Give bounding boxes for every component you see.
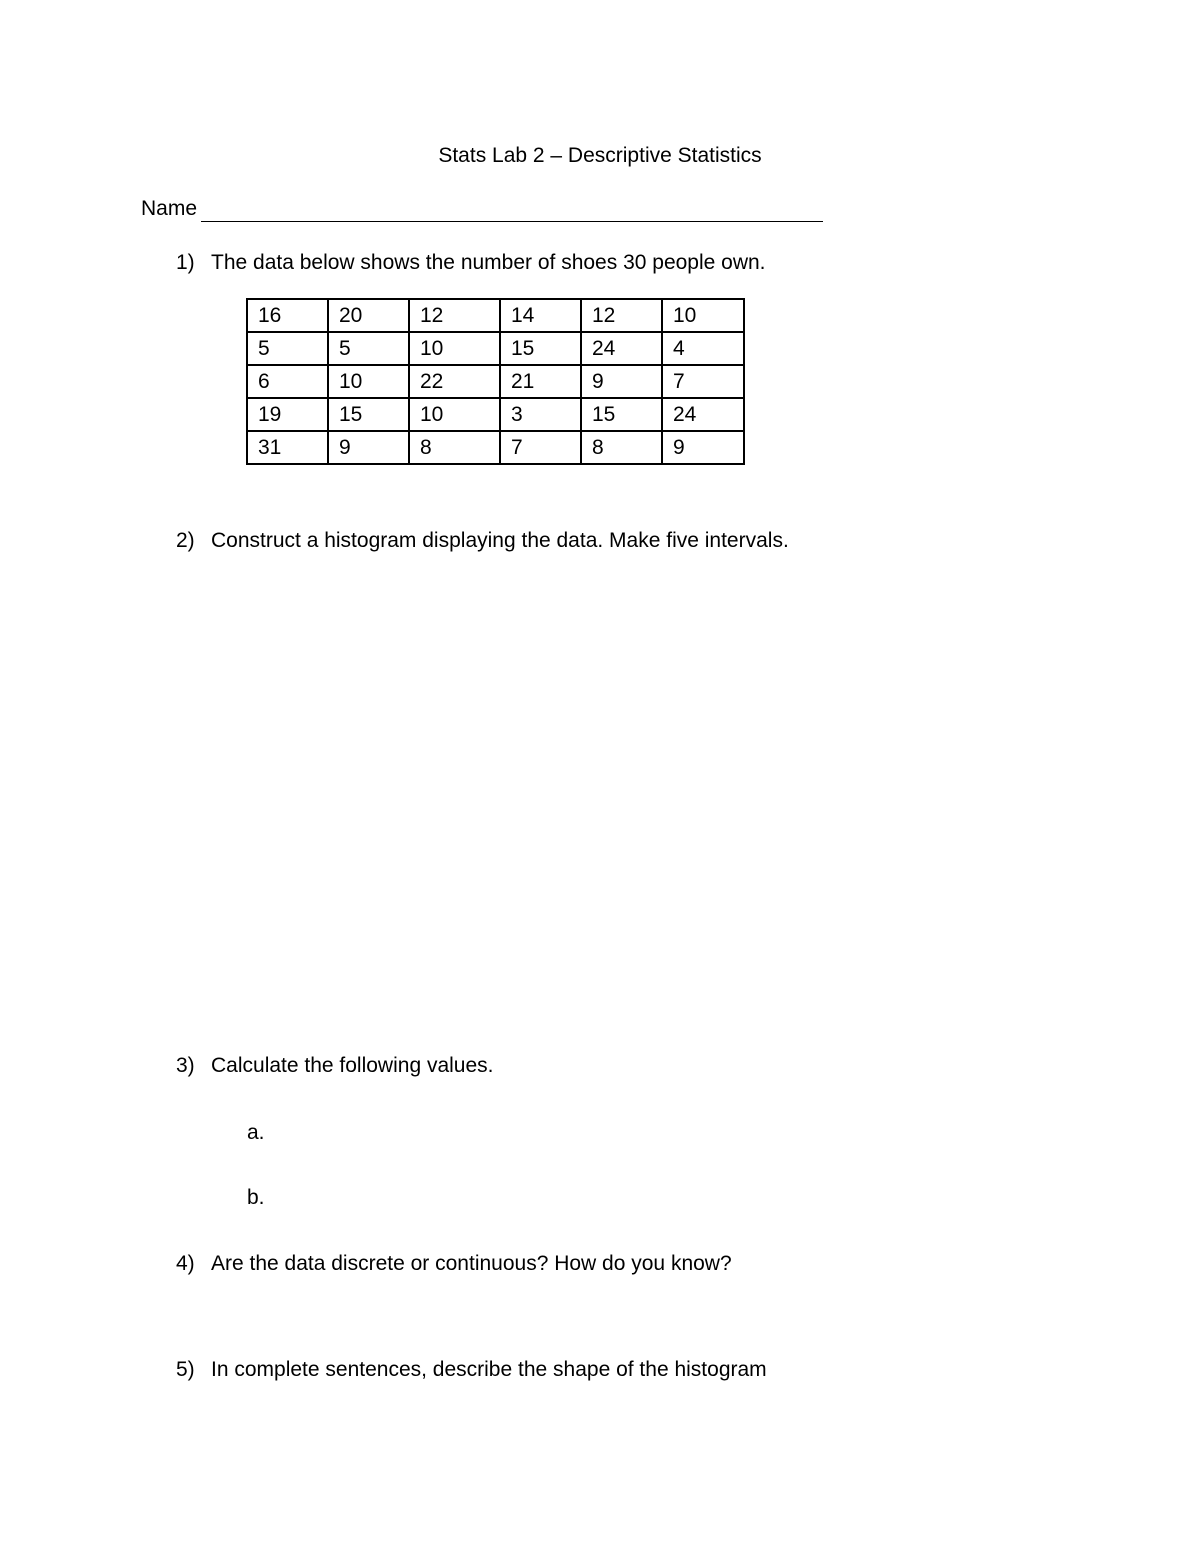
question-4 <box>176 1251 732 1277</box>
table-cell: 19 <box>247 398 328 431</box>
table-cell: 7 <box>500 431 581 464</box>
table-row <box>247 365 744 398</box>
table-row <box>247 299 744 332</box>
table-cell: 5 <box>328 332 409 365</box>
page-title: Stats Lab 2 – Descriptive Statistics <box>438 144 762 167</box>
table-cell: 12 <box>581 299 662 332</box>
question-3 <box>176 1053 494 1079</box>
table-cell: 5 <box>247 332 328 365</box>
table-cell: 24 <box>662 398 744 431</box>
table-cell: 12 <box>409 299 500 332</box>
table-cell: 8 <box>581 431 662 464</box>
table-cell: 14 <box>500 299 581 332</box>
question-number: 1) <box>176 251 195 274</box>
question-text: Are the data discrete or continuous? How do you know? <box>211 1252 732 1275</box>
table-cell: 15 <box>328 398 409 431</box>
question-text: Construct a histogram displaying the data. Make five intervals. <box>211 529 789 552</box>
question-number: 2) <box>176 529 195 552</box>
table-row <box>247 398 744 431</box>
table-cell: 15 <box>500 332 581 365</box>
name-field-row <box>141 196 823 222</box>
question-5 <box>176 1357 767 1383</box>
table-cell: 10 <box>662 299 744 332</box>
question-number: 5) <box>176 1358 195 1381</box>
table-cell: 24 <box>581 332 662 365</box>
table-cell: 6 <box>247 365 328 398</box>
table-cell: 8 <box>409 431 500 464</box>
question-1 <box>176 250 766 276</box>
shoe-data-table <box>246 298 745 465</box>
name-blank-line[interactable] <box>201 201 823 222</box>
sub-item-a: a. <box>247 1121 265 1144</box>
question-text: In complete sentences, describe the shape of the histogram <box>211 1358 767 1381</box>
table-cell: 15 <box>581 398 662 431</box>
table-cell: 9 <box>328 431 409 464</box>
table-cell: 10 <box>409 398 500 431</box>
table-cell: 9 <box>662 431 744 464</box>
question-number: 3) <box>176 1054 195 1077</box>
table-row <box>247 431 744 464</box>
table-cell: 31 <box>247 431 328 464</box>
question-number: 4) <box>176 1252 195 1275</box>
table-cell: 10 <box>328 365 409 398</box>
table-cell: 3 <box>500 398 581 431</box>
table-cell: 21 <box>500 365 581 398</box>
table-cell: 20 <box>328 299 409 332</box>
sub-item-b: b. <box>247 1186 265 1209</box>
table-row <box>247 332 744 365</box>
table-cell: 4 <box>662 332 744 365</box>
table-cell: 10 <box>409 332 500 365</box>
question-text: Calculate the following values. <box>211 1054 494 1077</box>
table-cell: 22 <box>409 365 500 398</box>
table-cell: 16 <box>247 299 328 332</box>
table-cell: 9 <box>581 365 662 398</box>
question-text: The data below shows the number of shoes 30 people own. <box>211 251 766 274</box>
table-cell: 7 <box>662 365 744 398</box>
question-2 <box>176 528 789 554</box>
name-label: Name <box>141 197 198 220</box>
